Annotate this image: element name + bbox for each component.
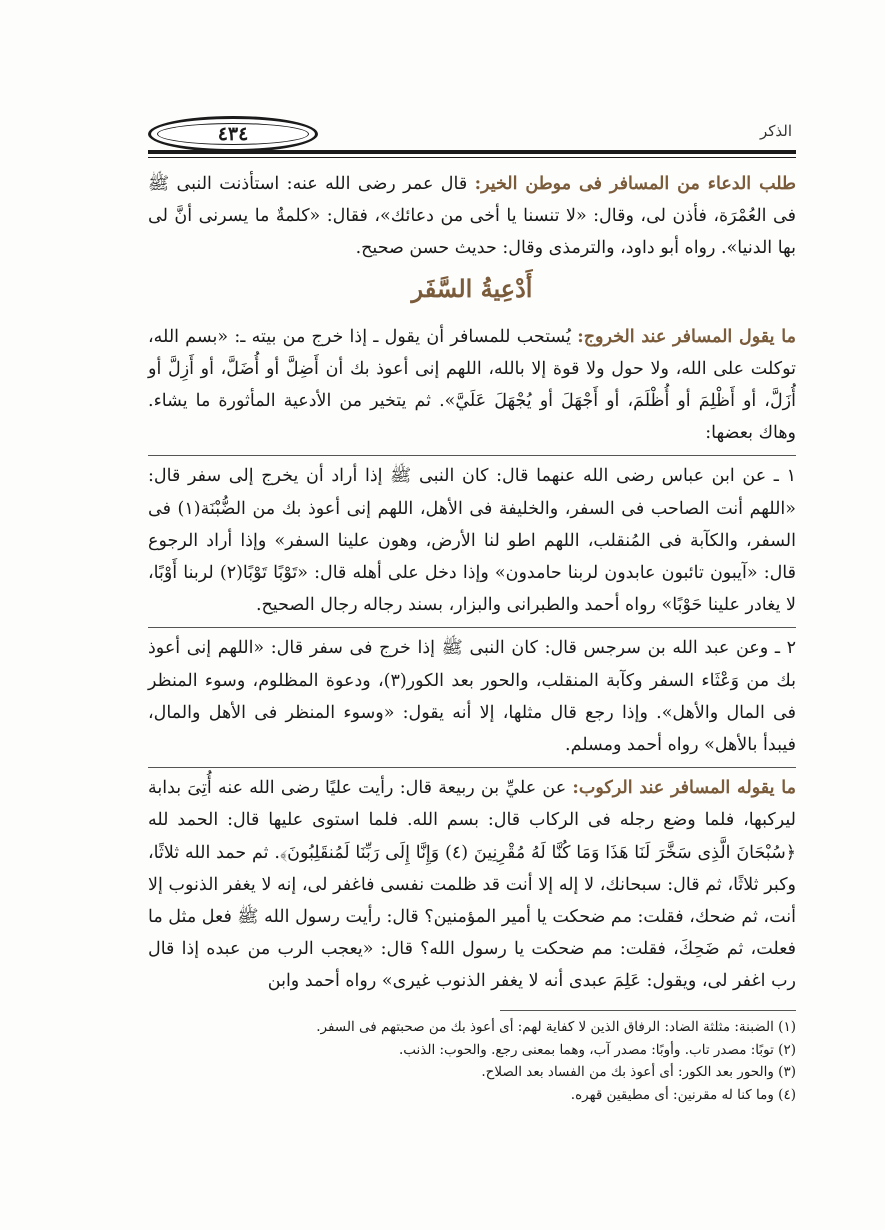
paragraph-departure — [148, 321, 796, 450]
paragraph-heading: ما يقوله المسافر عند الركوب: — [572, 778, 796, 799]
paragraph-traveler-prayer-request — [148, 168, 796, 265]
footnote: (١) الضبنة: مثلثة الضاد: الرفاق الذين لا كفاية لهم: أى أعوذ بك من صحبتهم فى السفر. — [316, 1019, 796, 1035]
header-rule-thin — [148, 157, 796, 158]
footnotes — [148, 1016, 796, 1106]
page-number: ٤٣٤ — [217, 123, 249, 145]
paragraph-riding — [148, 772, 796, 997]
chapter-title: أَدْعِيةُ السَّفَر — [411, 273, 533, 303]
paragraph-body: قال عمر رضى الله عنه: استأذنت النبى ﷺ فى العُمْرَة، فأذن لى، وقال: «لا تنسنا يا أخى من دعائك»، فقال: «كلمةٌ ما يسرنى أنَّ لى بها الدنيا». رواه أبو داود، والترمذى وقال: حديث حسن صحيح. — [148, 174, 796, 259]
main-text — [148, 168, 796, 998]
running-section-title: الذكر — [759, 122, 792, 140]
footnote-rule — [500, 1010, 796, 1011]
paragraph-body: ٢ ـ وعن عبد الله بن سرجس قال: كان النبى ﷺ إذا خرج فى سفر قال: «اللهم إنى أعوذ بك من وَعْثَاء السفر وكآبة المنقلب، والحور بعد الكور(٣)، ودعوة المظلوم، وسوء المنظر فى المال والأهل». وإذا رجع قال مثلها، إلا أنه يقول: «وسوء المنظر فى الأهل والمال، فيبدأ بالأهل» رواه أحمد ومسلم. — [148, 638, 796, 756]
section-divider — [148, 767, 796, 768]
footnote: (٢) توبًا: مصدر تاب. وأوبًا: مصدر آب، وهما بمعنى رجع. والحوب: الذنب. — [398, 1041, 796, 1058]
paragraph-heading: ما يقول المسافر عند الخروج: — [577, 326, 797, 347]
paragraph-body: يُستحب للمسافر أن يقول ـ إذا خرج من بيته ـ: «بسم الله، توكلت على الله، ولا حول ولا قوة إلا بالله، اللهم إنى أعوذ بك أن أَضِلَّ أو أُضَلَّ، أو أَزِلَّ أو أُزَلَّ، أو أَظْلِمَ أو أُظْلَمَ، أو أَجْهَلَ أو يُجْهَلَ عَلَيَّ». ثم يتخير من الأدعية المأثورة ما يشاء. وهاك بعضها: — [148, 326, 796, 444]
section-divider — [148, 627, 796, 628]
footnote: (٣) والحور بعد الكور: أى أعوذ بك من الفساد بعد الصلاح. — [481, 1064, 796, 1080]
paragraph-heading: طلب الدعاء من المسافر فى موطن الخير: — [474, 174, 796, 194]
footnote: (٤) وما كنا له مقرنين: أى مطيقين قهره. — [570, 1086, 796, 1103]
paragraph-hadith-2 — [148, 632, 796, 761]
header-rule-thick — [148, 150, 796, 154]
paragraph-hadith-1 — [148, 460, 796, 621]
page-header — [148, 112, 796, 162]
section-divider — [148, 455, 796, 456]
paragraph-body: عن عليِّ بن ربيعة قال: رأيت عليًا رضى الله عنه أُتِىَ بدابة ليركبها، فلما وضع رجله فى الركاب قال: بسم الله. فلما استوى عليها قال: الحمد لله ﴿سُبْحَانَ الَّذِى سَخَّرَ لَنَا هَذَا وَمَا كُنَّا لَهُ مُقْرِنِينَ (٤) وَإِنَّا إِلَى رَبِّنَا لَمُنقَلِبُونَ﴾. ثم حمد الله ثلاثًا، وكبر ثلاثًا، ثم قال: سبحانك، لا إله إلا أنت قد ظلمت نفسى فاغفر لى، إنه لا يغفر الذنوب إلا أنت، ثم ضحك، فقلت: مم ضحكت يا أمير المؤمنين؟ قال: رأيت رسول الله ﷺ فعل مثل ما فعلت، ثم ضَحِكَ، فقلت: مم ضحكت يا رسول الله؟ قال: «يعجب الرب من عبده إذا قال رب اغفر لى، ويقول: عَلِمَ عبدى أنه لا يغفر الذنوب غيرى» رواه أحمد وابن — [148, 778, 796, 992]
paragraph-body: ١ ـ عن ابن عباس رضى الله عنهما قال: كان النبى ﷺ إذا أراد أن يخرج إلى سفر قال: «اللهم أنت الصاحب فى السفر، والخليفة فى الأهل، اللهم إنى أعوذ بك من الضُّبْنَة(١) فى السفر، والكآبة فى المُنقلب، اللهم اطو لنا الأرض، وهون علينا السفر» وإذا أراد الرجوع قال: «آيبون تائبون عابدون لربنا حامدون» وإذا دخل على أهله قال: «تَوْبًا تَوْبًا(٢) لربنا أَوْبًا، لا يغادر علينا حَوْبًا» رواه أحمد والطبرانى والبزار، بسند رجاله رجال الصحيح. — [148, 466, 796, 616]
page-number-badge — [148, 116, 318, 152]
